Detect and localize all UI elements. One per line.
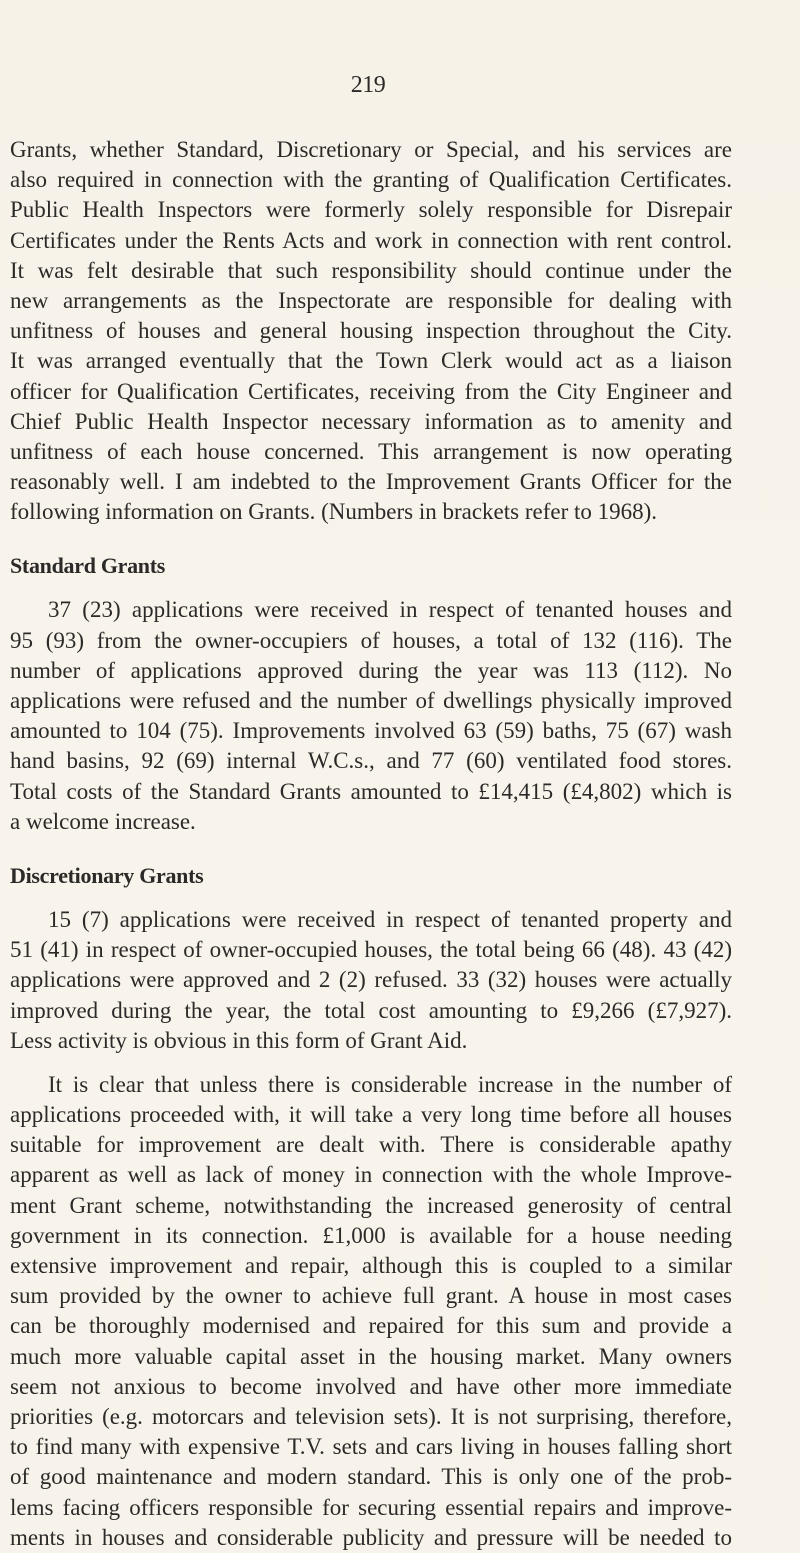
text-line: reasonably well. I am indebted to the Improvement Grants Officer for the xyxy=(10,469,732,495)
text-line: suitable for improvement are dealt with. There is considerable apathy xyxy=(10,1132,732,1158)
intro-paragraph xyxy=(10,135,732,527)
text-line: applications were approved and 2 (2) refused. 33 (32) houses were actually xyxy=(10,967,732,993)
text-line: Chief Public Health Inspector necessary information as to amenity and xyxy=(10,408,732,434)
text-line: also required in connection with the granting of Qualification Certificates. xyxy=(10,167,732,193)
text-line: 95 (93) from the owner-occupiers of houses, a total of 132 (116). The xyxy=(10,627,732,653)
text-line: number of applications approved during the year was 113 (112). No xyxy=(10,657,732,683)
discretionary-grants-paragraph xyxy=(10,905,732,1056)
text-line: It was felt desirable that such responsibility should continue under the xyxy=(10,257,732,283)
text-line: unfitness of each house concerned. This arrangement is now operating xyxy=(10,438,732,464)
section-heading-discretionary-grants: Discretionary Grants xyxy=(10,862,204,888)
text-line: a welcome increase. xyxy=(10,808,196,834)
text-line: much more valuable capital asset in the housing market. Many owners xyxy=(10,1343,732,1369)
text-line: apparent as well as lack of money in connection with the whole Improve- xyxy=(10,1162,732,1188)
text-line: seem not anxious to become involved and have other more immediate xyxy=(10,1373,732,1399)
text-line: applications were refused and the number of dwellings physically improved xyxy=(10,688,732,713)
improvement-apathy-paragraph xyxy=(10,1070,732,1553)
text-line: 51 (41) in respect of owner-occupied houses, the total being 66 (48). 43 (42) xyxy=(10,937,732,963)
text-line: to find many with expensive T.V. sets and cars living in houses falling short xyxy=(10,1434,732,1460)
section-heading-standard-grants: Standard Grants xyxy=(10,553,166,579)
text-line: Certificates under the Rents Acts and work in connection with rent control. xyxy=(10,227,732,253)
document-body xyxy=(10,135,732,1553)
text-line: 37 (23) applications were received in respect of tenanted houses and xyxy=(48,597,732,623)
text-line: government in its connection. £1,000 is available for a house needing xyxy=(10,1222,732,1248)
text-line: improved during the year, the total cost amounting to £9,266 (£7,927). xyxy=(10,997,732,1023)
text-line: unfitness of houses and general housing inspection throughout the City. xyxy=(10,318,732,344)
text-line: extensive improvement and repair, although this is coupled to a similar xyxy=(10,1253,732,1278)
text-line: Total costs of the Standard Grants amounted to £14,415 (£4,802) which is xyxy=(10,778,732,804)
page-number: 219 xyxy=(350,72,386,98)
text-line: ment Grant scheme, notwithstanding the increased generosity of central xyxy=(10,1192,732,1218)
text-line: lems facing officers responsible for securing essential repairs and improve- xyxy=(10,1494,732,1520)
text-line: following information on Grants. (Numbers in brackets refer to 1968). xyxy=(10,499,658,525)
text-line: new arrangements as the Inspectorate are responsible for dealing with xyxy=(10,287,732,313)
standard-grants-paragraph xyxy=(10,595,732,837)
text-line: Less activity is obvious in this form of Grant Aid. xyxy=(10,1027,468,1053)
text-line: Public Health Inspectors were formerly solely responsible for Disrepair xyxy=(10,197,732,223)
text-line: It was arranged eventually that the Town Clerk would act as a liaison xyxy=(10,348,732,374)
text-line: It is clear that unless there is considerable increase in the number of xyxy=(48,1071,732,1097)
text-line: amounted to 104 (75). Improvements involved 63 (59) baths, 75 (67) wash xyxy=(10,718,732,744)
text-line: priorities (e.g. motorcars and television sets). It is not surprising, therefore, xyxy=(10,1403,732,1429)
text-line: 15 (7) applications were received in respect of tenanted property and xyxy=(48,906,732,932)
text-line: Grants, whether Standard, Discretionary or Special, and his services are xyxy=(10,137,732,162)
text-line: hand basins, 92 (69) internal W.C.s., and 77 (60) ventilated food stores. xyxy=(10,748,732,774)
text-line: ments in houses and considerable publicity and pressure will be needed to xyxy=(10,1524,732,1550)
text-line: sum provided by the owner to achieve full grant. A house in most cases xyxy=(10,1283,732,1309)
text-line: officer for Qualification Certificates, receiving from the City Engineer and xyxy=(10,378,732,404)
text-line: can be thoroughly modernised and repaired for this sum and provide a xyxy=(10,1313,732,1339)
text-line: applications proceeded with, it will take a very long time before all houses xyxy=(10,1102,732,1128)
text-line: of good maintenance and modern standard. This is only one of the prob- xyxy=(10,1464,732,1490)
